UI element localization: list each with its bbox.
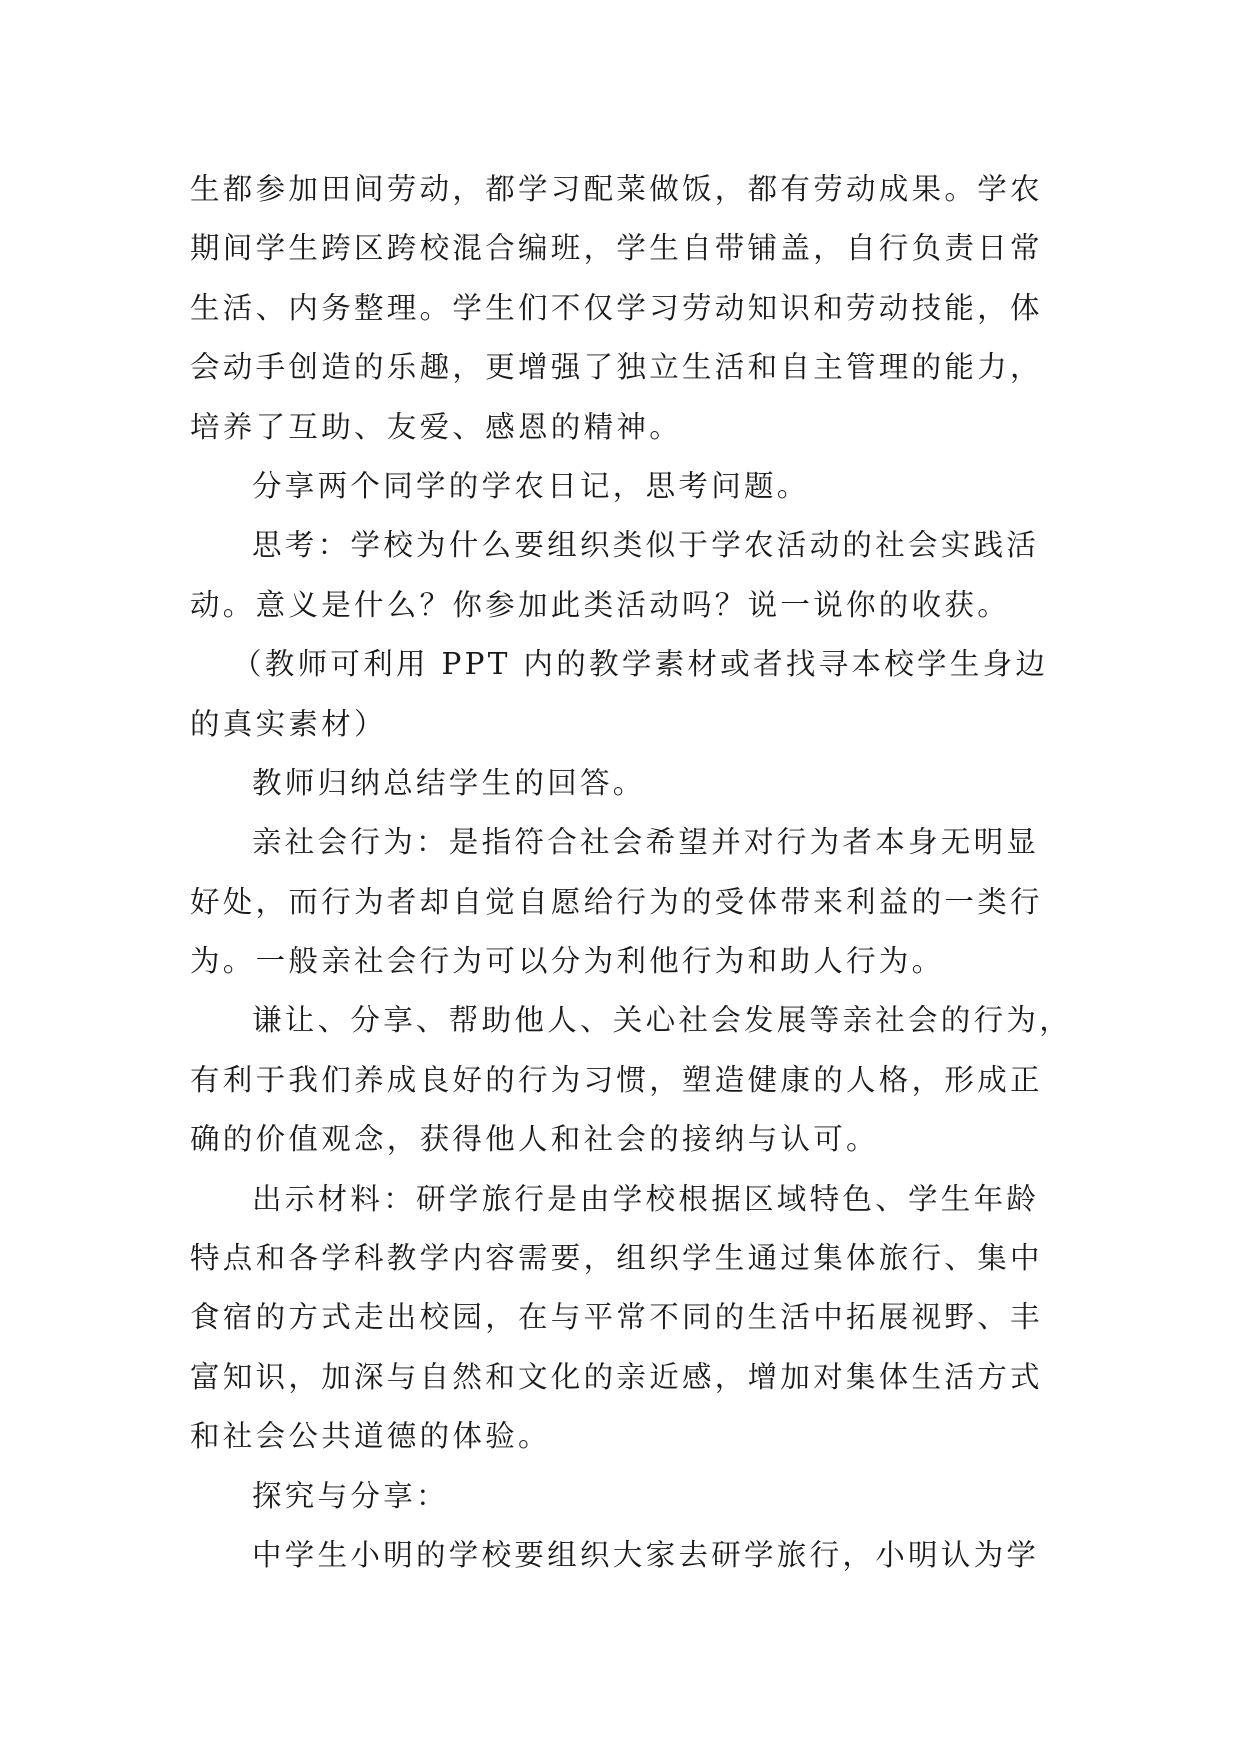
paragraph-line: （教师可利用 PPT 内的教学素材或者找寻本校学生身边 [232, 647, 1049, 682]
paragraph-line: 的真实素材） [190, 706, 387, 741]
paragraph-line: 好处，而行为者却自觉自愿给行为的受体带来利益的一类行 [190, 884, 1043, 919]
paragraph-line: 富知识，加深与自然和文化的亲近感，增加对集体生活方式 [190, 1359, 1043, 1394]
paragraph-line: 亲社会行为：是指符合社会希望并对行为者本身无明显 [252, 825, 1040, 860]
paragraph-line: 期间学生跨区跨校混合编班，学生自带铺盖，自行负责日常 [190, 231, 1043, 266]
paragraph-line: 探究与分享： [252, 1478, 449, 1513]
paragraph-line: 谦让、分享、帮助他人、关心社会发展等亲社会的行为， [252, 1003, 1073, 1038]
paragraph-line: 生活、内务整理。学生们不仅学习劳动知识和劳动技能，体 [190, 290, 1043, 325]
paragraph-line: 出示材料：研学旅行是由学校根据区域特色、学生年龄 [252, 1181, 1040, 1216]
document-body [190, 160, 1073, 1585]
paragraph-line: 生都参加田间劳动，都学习配菜做饭，都有劳动成果。学农 [190, 172, 1043, 206]
paragraph-line: 分享两个同学的学农日记，思考问题。 [252, 468, 810, 503]
paragraph-line: 特点和各学科教学内容需要，组织学生通过集体旅行、集中 [190, 1241, 1043, 1276]
paragraph-line: 思考：学校为什么要组织类似于学农活动的社会实践活 [252, 528, 1040, 563]
paragraph-line: 为。一般亲社会行为可以分为利他行为和助人行为。 [190, 944, 945, 979]
paragraph-line: 食宿的方式走出校园，在与平常不同的生活中拓展视野、丰 [190, 1300, 1043, 1335]
paragraph-line: 和社会公共道德的体验。 [190, 1419, 551, 1454]
paragraph-line: 动。意义是什么？你参加此类活动吗？说一说你的收获。 [190, 587, 1011, 622]
paragraph-line: 会动手创造的乐趣，更增强了独立生活和自主管理的能力， [190, 350, 1043, 385]
paragraph-line: 培养了互助、友爱、感恩的精神。 [190, 409, 683, 444]
paragraph-line: 中学生小明的学校要组织大家去研学旅行，小明认为学 [252, 1537, 1040, 1572]
paragraph-line: 教师归纳总结学生的回答。 [252, 765, 646, 800]
paragraph-line: 有利于我们养成良好的行为习惯，塑造健康的人格，形成正 [190, 1062, 1043, 1097]
paragraph-line: 确的价值观念，获得他人和社会的接纳与认可。 [190, 1122, 879, 1157]
